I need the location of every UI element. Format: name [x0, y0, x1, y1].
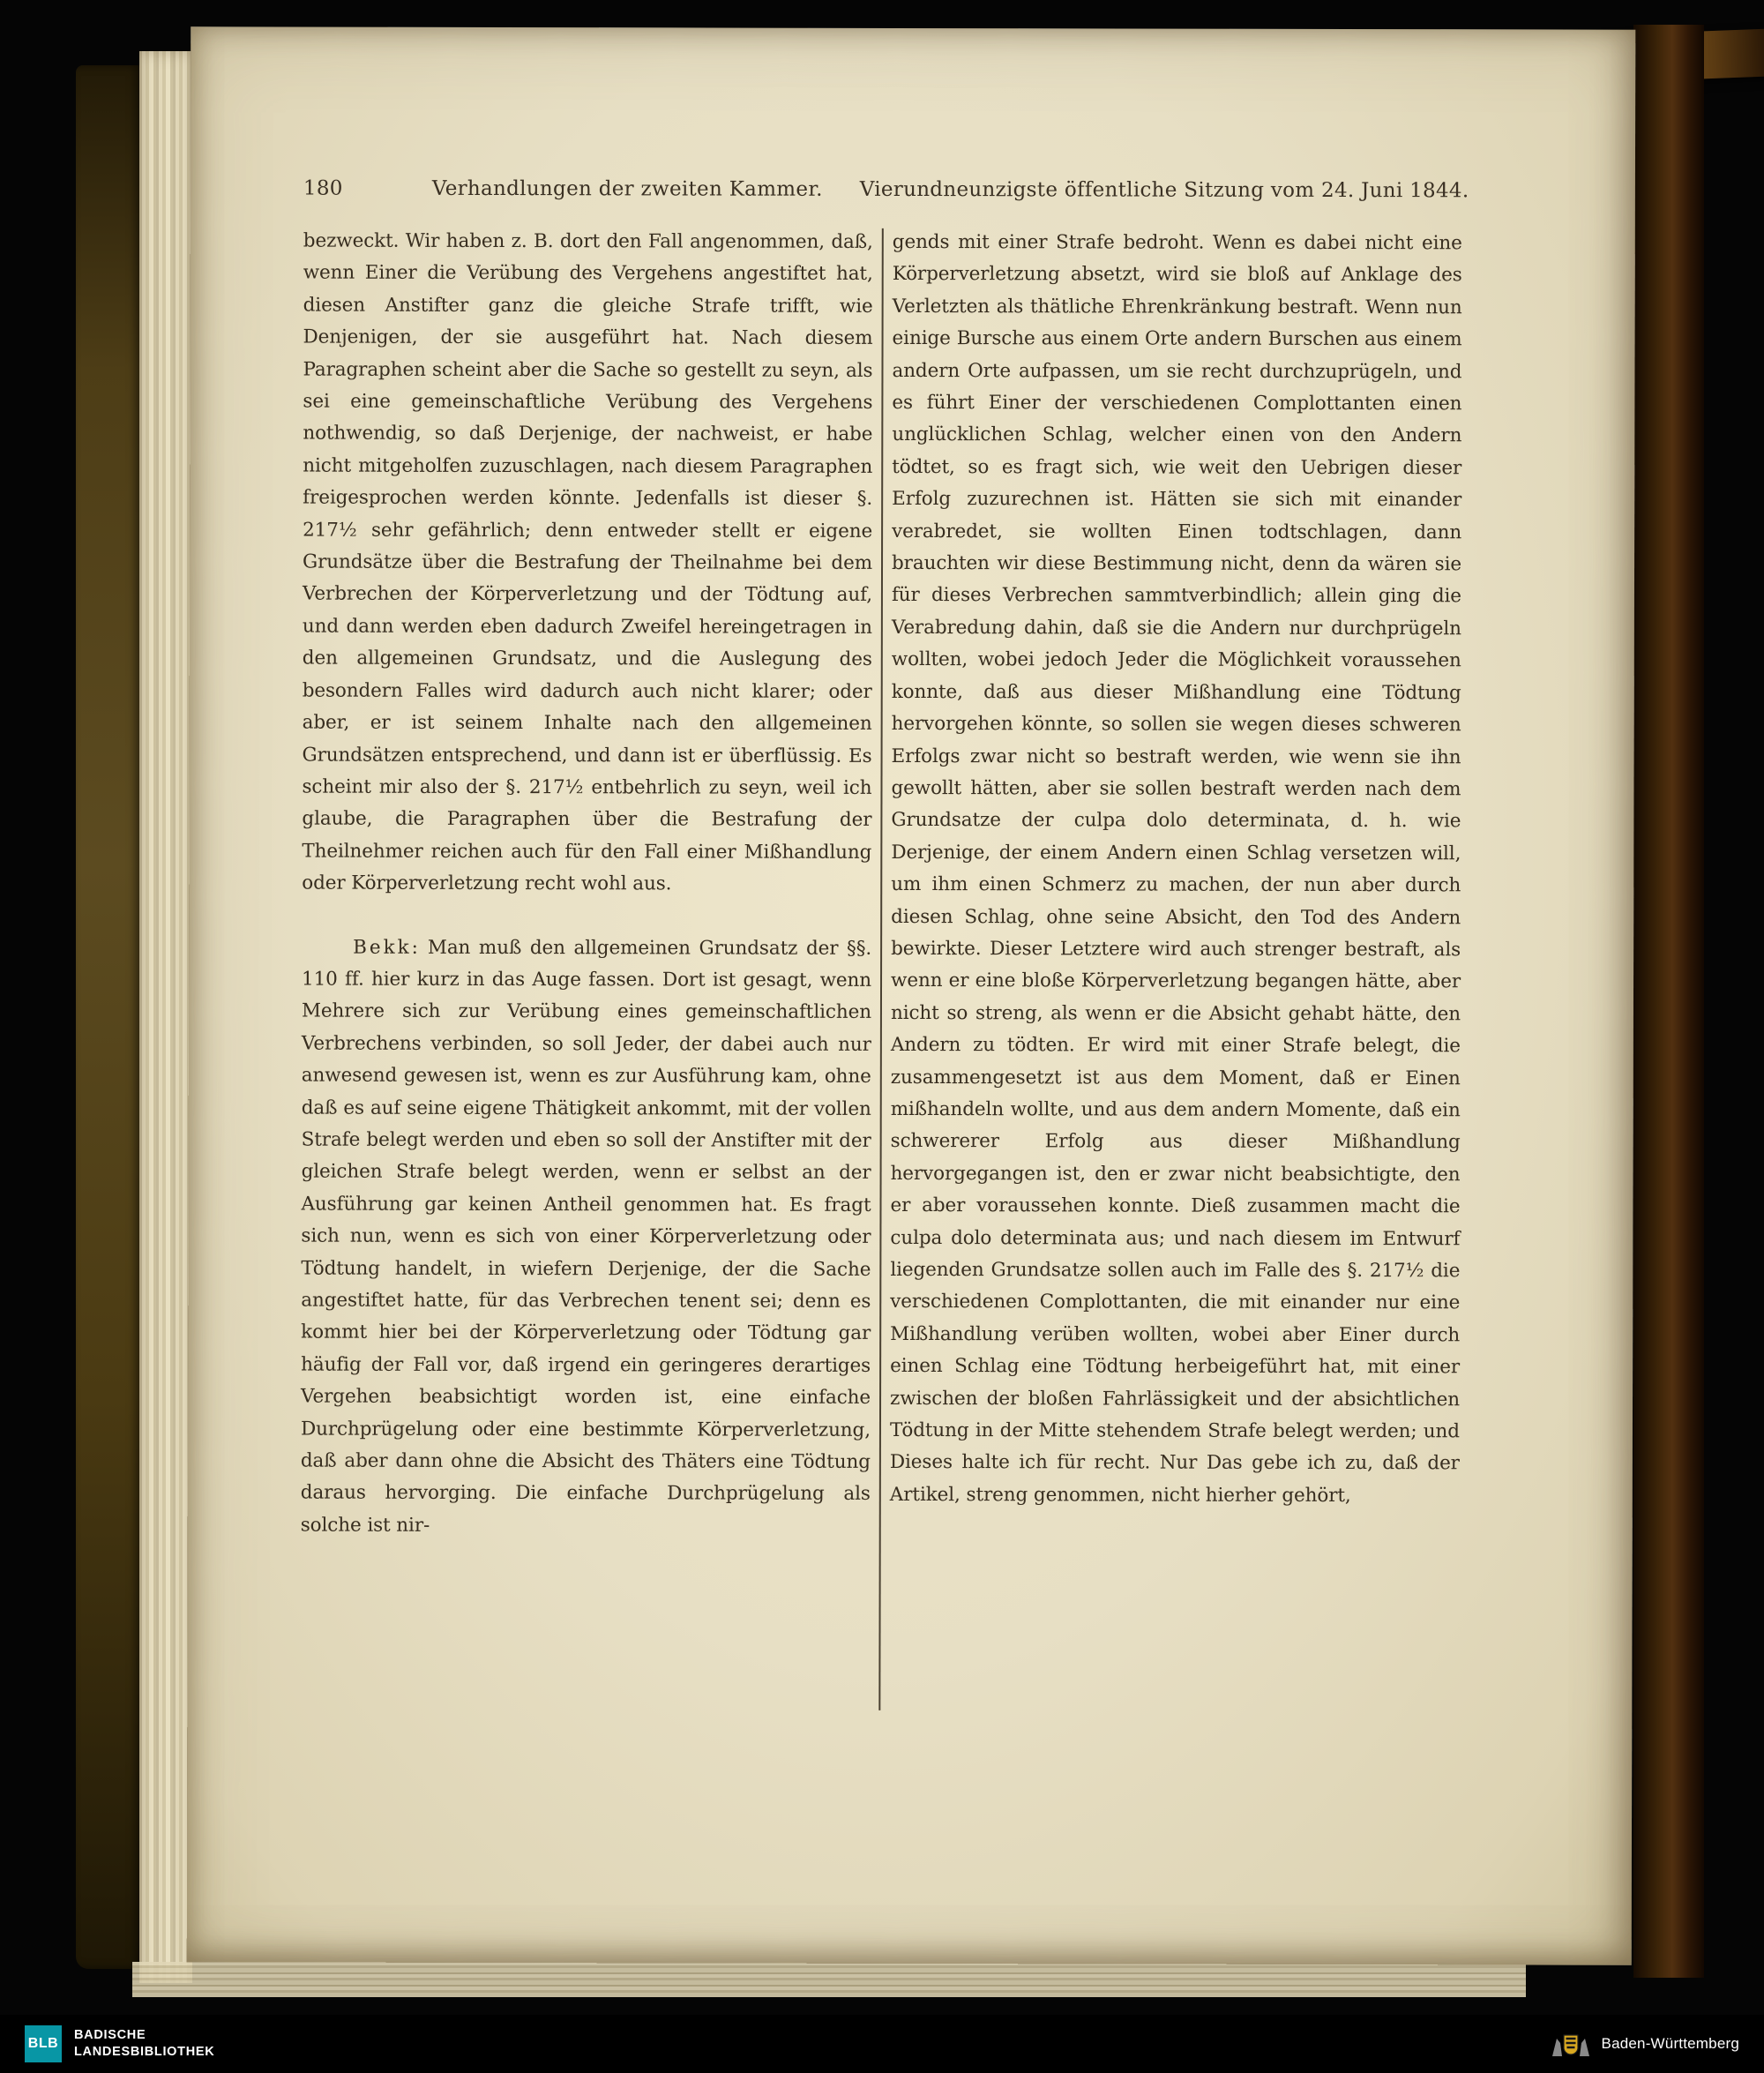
blb-logo-icon: BLB: [25, 2025, 62, 2062]
paragraph: [302, 226, 873, 902]
paragraph: [890, 227, 1462, 1513]
baden-wuerttemberg-emblem-icon: [1551, 2030, 1591, 2058]
paragraph-text: Man muß den allgemeinen Grundsatz der §§. 110 ff. hier kurz in das Auge fassen. Dort ist gesagt, wenn Mehrere sich zur Verübung eines gemeinschaftlichen Verbrechens verbinden, so soll Jeder, der dabei auch nur anwesend gewesen ist, wenn es zur Ausführung kam, ohne daß es auf seine eigene Thätigkeit ankommt, mit der vollen Strafe belegt werden und eben so soll der Anstifter mit der gleichen Strafe belegt werden, wenn er selbst an der Ausführung gar keinen Antheil genommen hat. Es fragt sich nun, wenn es sich von einer Körperverletzung oder Tödtung handelt, in wiefern Derjenige, der die Sache angestiftet hatte, für das Verbrechen tenent sei; denn es kommt hier bei der Körperverletzung oder Tödtung gar häufig der Fall vor, daß irgend ein geringeres derartiges Vergehen beabsichtigt worden ist, eine einfache Durchprügelung oder eine bestimmte Körperverletzung, daß aber dann ohne die Absicht des Thäters eine Tödtung daraus hervorging. Die einfache Durchprügelung als solche ist nir-: [300, 936, 872, 1537]
region-label: Baden-Württemberg: [1601, 2035, 1739, 2052]
library-name-line1: BADISCHE: [74, 2028, 146, 2042]
running-title-left: Verhandlungen der zweiten Kammer.: [431, 176, 823, 201]
book-page: [187, 26, 1636, 1964]
region-brand-block: [1551, 2030, 1739, 2058]
right-column: [889, 227, 1462, 1711]
running-title-right: Vierundneunzigste öffentliche Sitzung vom 24. Juni 1844.: [859, 177, 1469, 203]
library-name-line2: LANDESBIBLIOTHEK: [74, 2045, 215, 2059]
paragraph: [301, 932, 871, 1543]
text-columns: [300, 226, 1462, 1712]
book-cover-left-edge: [76, 65, 141, 1969]
paragraph-text: gends mit einer Strafe bedroht. Wenn es dabei nicht eine Körperverletzung absetzt, wird sie bloß auf Anklage des Verletzten als thätliche Ehrenkränkung bestraft. Wenn nun einige Bursche aus einem Orte andern Burschen aus einem andern Orte aufpassen, um sie recht durchzuprügeln, und es führt Einer der verschiedenen Complottanten einen unglücklichen Schlag, welcher einen von den Andern tödtet, so es fragt sich, wie weit den Uebrigen dieser Erfolg zuzurechnen ist. Hätten sie sich mit einander verabredet, sie wollten Einen todtschlagen, dann brauchten wir diese Bestimmung nicht, denn da wären sie für dieses Verbrechen sammtverbindlich; allein ging die Verabredung dahin, daß sie die Andern nur durchprügeln wollten, wobei jedoch Jeder die Möglichkeit voraussehen konnte, daß aus dieser Mißhandlung eine Tödtung hervorgehen könnte, so sollen sie wegen dieses schweren Erfolgs zwar nicht so bestraft werden, wie wenn sie ihn gewollt hätten, aber sie sollen bestraft werden nach dem Grundsatze der culpa dolo determinata, d. h. wie Derjenige, der einem Andern einen Schlag versetzen will, um ihm einen Schmerz zu machen, der nun aber durch diesen Schlag, ohne seine Absicht, den Tod des Andern bewirkte. Dieser Letztere wird auch strenger bestraft, als wenn er eine bloße Körperverletzung begangen hätte, aber nicht so streng, als wenn er die Absicht gehabt hätte, den Andern zu tödten. Er wird mit einer Strafe belegt, die zusammengesetzt ist aus dem Moment, daß er Einen mißhandeln wollte, und aus dem andern Momente, daß ein schwererer Erfolg aus dieser Mißhandlung hervorgegangen ist, den er zwar nicht beabsichtigte, den er aber voraussehen konnte. Dieß zusammen macht die culpa dolo determinata aus; und nach diesem im Entwurf liegenden Grundsatze sollen auch im Falle des §. 217½ die verschiedenen Complottanten, die mit einander nur eine Mißhandlung verüben wollten, wobei aber Einer durch einen Schlag eine Tödtung herbeigeführt hat, mit einer zwischen der bloßen Fahrlässigkeit und der absichtlichen Tödtung in der Mitte stehendem Strafe belegt werden; und Dieses halte ich für recht. Nur Das gebe ich zu, daß der Artikel, streng genommen, nicht hierher gehört,: [889, 230, 1462, 1507]
column-divider-rule: [878, 228, 884, 1710]
page-stack-edges-left: [139, 51, 192, 1983]
library-name: [74, 2027, 214, 2061]
speaker-name: Bekk:: [353, 936, 421, 959]
page-header: [303, 177, 1503, 203]
library-footer-bar: [0, 2015, 1764, 2073]
page-stack-edges-bottom: [132, 1962, 1526, 1997]
running-title: [432, 177, 1469, 202]
book-cover-right-edge: [1633, 25, 1704, 1978]
library-brand-block: [25, 2025, 214, 2062]
page-number: 180: [303, 176, 343, 200]
paragraph-text: bezweckt. Wir haben z. B. dort den Fall angenommen, daß, wenn Einer die Verübung des Vergehens angestiftet hat, diesen Anstifter ganz die gleiche Strafe trifft, wie Denjenigen, der sie ausgeführt hat. Nach diesem Paragraphen scheint aber die Sache so gestellt zu seyn, als sei eine gemeinschaftliche Verübung des Vergehens nothwendig, so daß Derjenige, der nachweist, er habe nicht mitgeholfen zuzuschlagen, nach diesem Paragraphen freigesprochen werden könnte. Jedenfalls ist dieser §. 217½ sehr gefährlich; denn entweder stellt er eigene Grundsätze über die Bestrafung der Theilnahme bei dem Verbrechen der Körperverletzung und der Tödtung auf, und dann werden eben dadurch Zweifel hereingetragen in den allgemeinen Grundsatz, und die Auslegung des besondern Falles wird dadurch auch nicht klarer; oder aber, er ist seinem Inhalte nach den allgemeinen Grundsätzen entsprechend, und dann ist er überflüssig. Es scheint mir also der §. 217½ entbehrlich zu seyn, weil ich glaube, die Paragraphen über die Bestrafung der Theilnehmer reichen auch für den Fall einer Mißhandlung oder Körperverletzung recht wohl aus.: [302, 229, 873, 895]
left-column: [300, 226, 873, 1710]
